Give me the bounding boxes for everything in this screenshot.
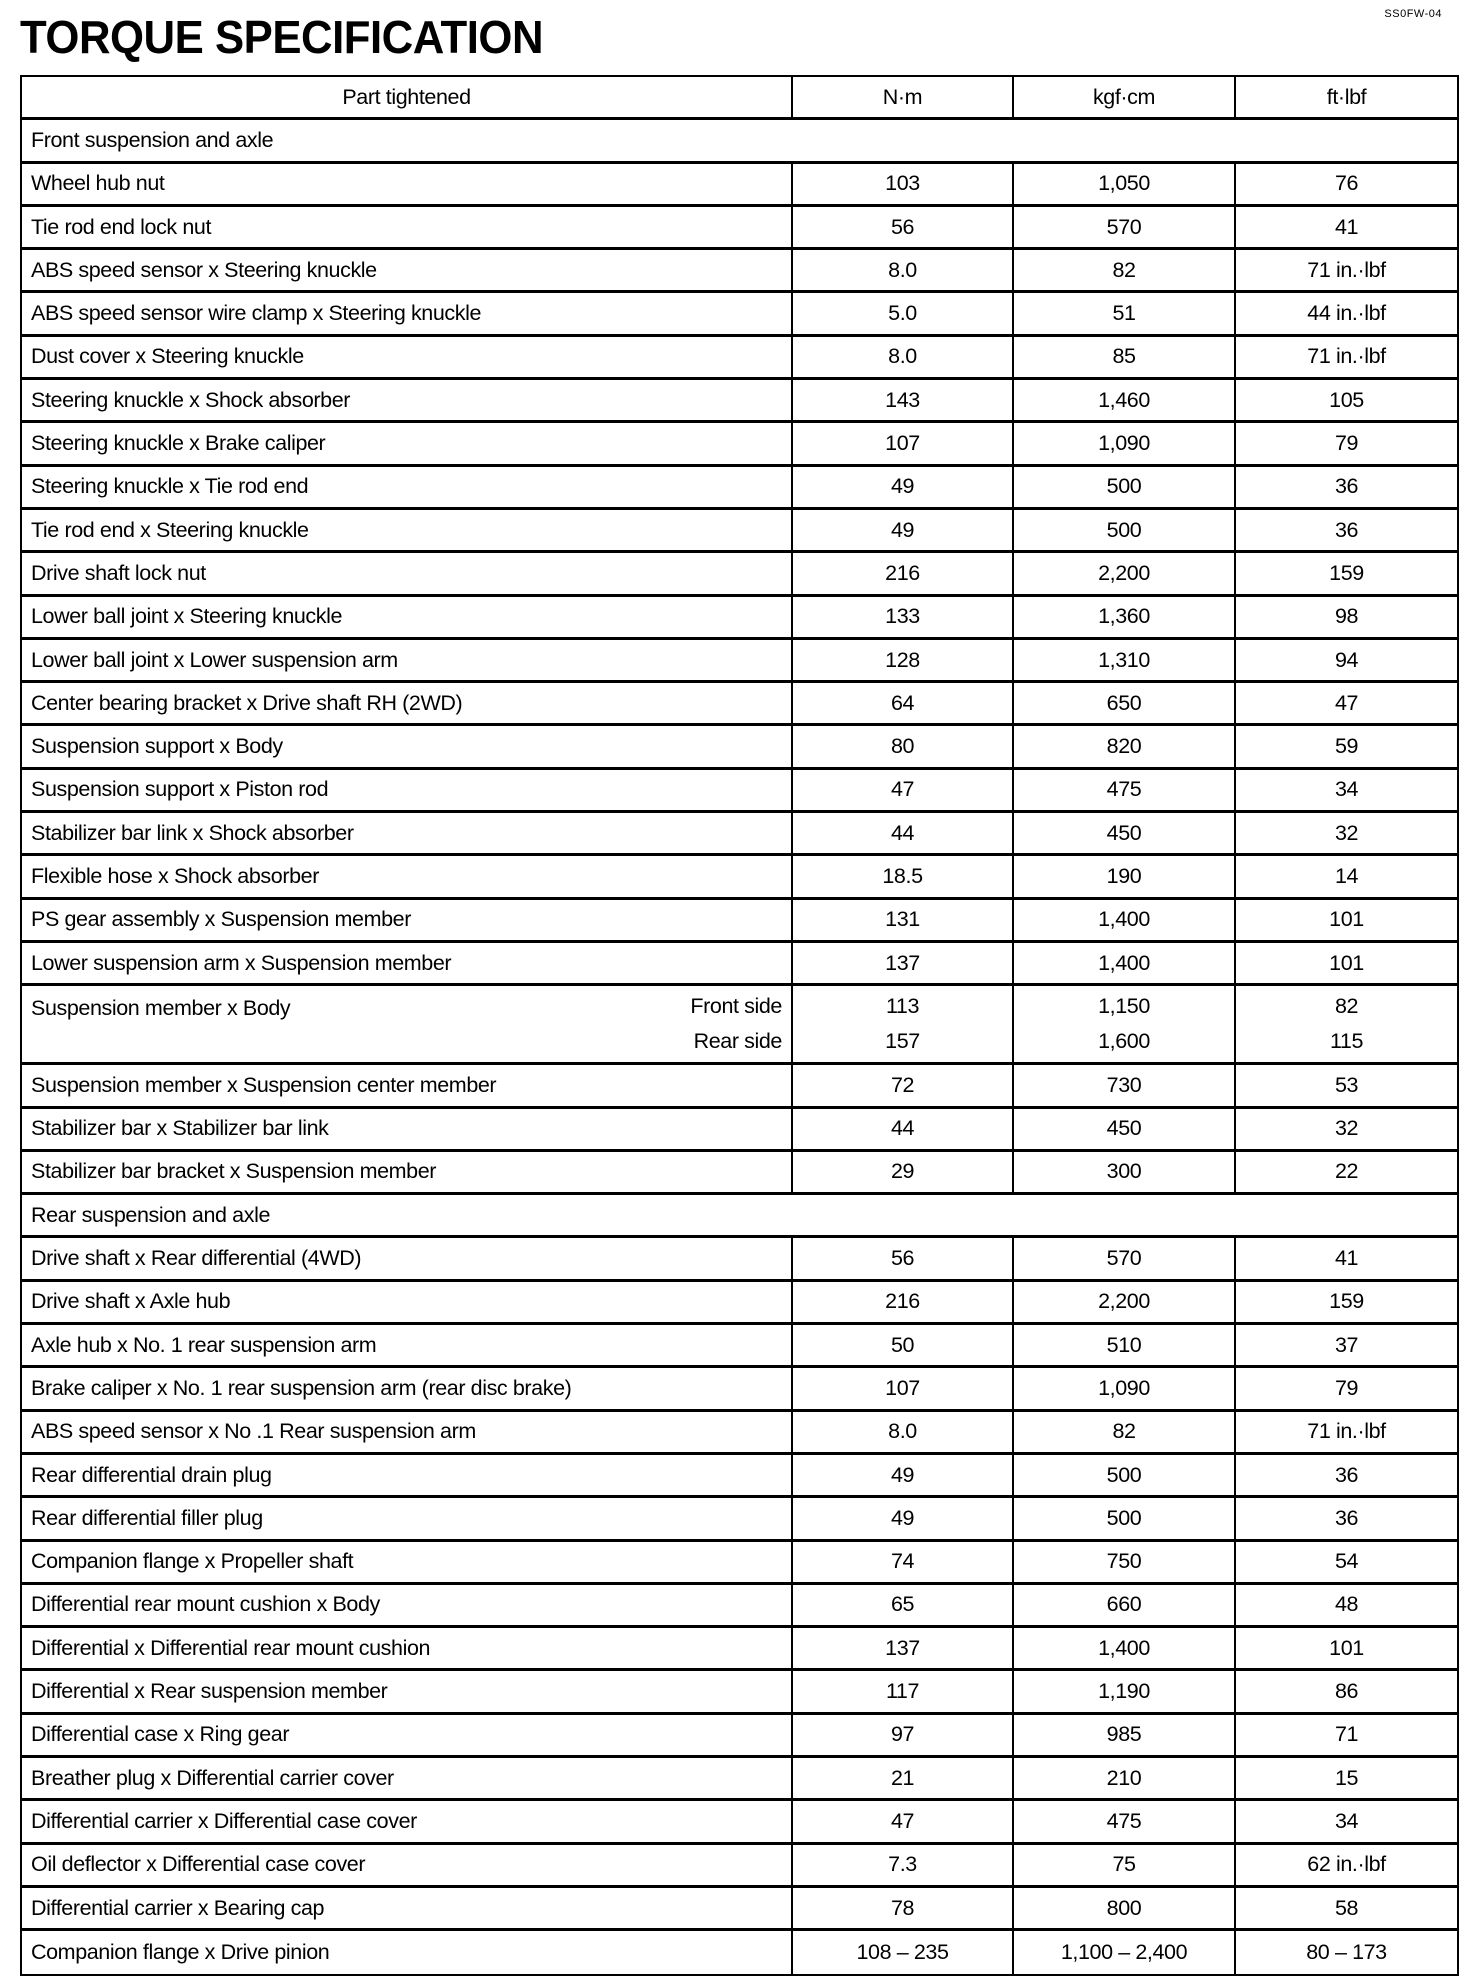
part-cell: Differential x Differential rear mount cushion bbox=[22, 1628, 793, 1668]
ftlbf-cell: 79 bbox=[1334, 1375, 1359, 1400]
header-kgfcm: kgf·cm bbox=[1014, 77, 1236, 117]
kgfcm-cell: 1,400 bbox=[1014, 1628, 1236, 1668]
ftlbf-cell: 53 bbox=[1334, 1072, 1359, 1097]
part-cell: Rear differential drain plug bbox=[22, 1455, 793, 1495]
nm-cell: 49 bbox=[793, 1455, 1014, 1495]
ftlbf-cell: 101 bbox=[1329, 950, 1364, 975]
document-code: SS0FW-04 bbox=[1384, 8, 1442, 20]
nm-cell: 50 bbox=[793, 1325, 1014, 1365]
table-header bbox=[22, 77, 1457, 120]
ftlbf-cell: 48 bbox=[1334, 1592, 1359, 1617]
kgfcm-cell: 1,310 bbox=[1014, 640, 1236, 680]
side-labels bbox=[690, 986, 782, 1062]
nm-cell: 78 bbox=[793, 1888, 1014, 1928]
table-row bbox=[22, 1109, 1457, 1152]
table-row bbox=[22, 726, 1457, 769]
part-cell: Rear differential filler plug bbox=[22, 1498, 793, 1538]
nm-value: 157 bbox=[885, 1029, 920, 1054]
header-ftlbf: ft·lbf bbox=[1326, 84, 1367, 109]
part-cell: Stabilizer bar bracket x Suspension member bbox=[22, 1152, 793, 1192]
ftlbf-cell: 159 bbox=[1329, 1289, 1364, 1314]
header-nm: N·m bbox=[793, 77, 1014, 117]
part-cell: Lower suspension arm x Suspension member bbox=[22, 943, 793, 983]
ftlbf-cell: 86 bbox=[1334, 1679, 1359, 1704]
table-row bbox=[22, 1325, 1457, 1368]
table-row bbox=[22, 553, 1457, 596]
kgfcm-cell: 750 bbox=[1014, 1542, 1236, 1582]
table-row bbox=[22, 1455, 1457, 1498]
table-row bbox=[22, 1152, 1457, 1195]
kgfcm-cell: 500 bbox=[1014, 467, 1236, 507]
kgfcm-cell: 1,090 bbox=[1014, 423, 1236, 463]
table-row bbox=[22, 1715, 1457, 1758]
part-cell: Tie rod end x Steering knuckle bbox=[22, 510, 793, 550]
kgfcm-cell: 190 bbox=[1014, 856, 1236, 896]
kgfcm-cell: 450 bbox=[1014, 813, 1236, 853]
table-row bbox=[22, 1282, 1457, 1325]
kgfcm-cell: 82 bbox=[1014, 250, 1236, 290]
ftlbf-cell: 101 bbox=[1329, 907, 1364, 932]
table-row bbox=[22, 510, 1457, 553]
kgfcm-cell: 1,400 bbox=[1014, 900, 1236, 940]
header-part: Part tightened bbox=[22, 77, 793, 117]
nm-cell: 72 bbox=[793, 1065, 1014, 1105]
ftlbf-cell: 105 bbox=[1329, 387, 1364, 412]
table-row bbox=[22, 943, 1457, 986]
ftlbf-cell: 15 bbox=[1334, 1765, 1359, 1790]
part-cell: Steering knuckle x Brake caliper bbox=[22, 423, 793, 463]
kgfcm-cell: 2,200 bbox=[1014, 553, 1236, 593]
nm-cell: 21 bbox=[793, 1758, 1014, 1798]
part-cell: Brake caliper x No. 1 rear suspension arm (rear disc brake) bbox=[22, 1368, 793, 1408]
torque-table bbox=[20, 75, 1459, 1976]
ftlbf-cell: 71 bbox=[1334, 1722, 1359, 1747]
table-row bbox=[22, 640, 1457, 683]
ftlbf-cell: 14 bbox=[1334, 863, 1359, 888]
part-cell: Differential x Rear suspension member bbox=[22, 1671, 793, 1711]
ftlbf-cell: 41 bbox=[1334, 1246, 1359, 1271]
nm-cell: 65 bbox=[793, 1585, 1014, 1625]
table-row bbox=[22, 467, 1457, 510]
nm-cell: 49 bbox=[793, 510, 1014, 550]
ftlbf-cell: 34 bbox=[1334, 1808, 1359, 1833]
ftlbf-cell: 22 bbox=[1334, 1159, 1359, 1184]
ftlbf-cell: 34 bbox=[1334, 777, 1359, 802]
kgfcm-cell: 475 bbox=[1014, 770, 1236, 810]
part-name: Suspension member x Body bbox=[31, 996, 291, 1021]
table-row bbox=[22, 986, 1457, 1065]
nm-cell: 47 bbox=[793, 770, 1014, 810]
part-cell: Suspension support x Piston rod bbox=[22, 770, 793, 810]
part-cell: ABS speed sensor x No .1 Rear suspension arm bbox=[22, 1412, 793, 1452]
nm-cell: 56 bbox=[793, 207, 1014, 247]
nm-cell: 8.0 bbox=[793, 250, 1014, 290]
nm-cell: 44 bbox=[793, 813, 1014, 853]
ftlbf-cell: 71 in.·lbf bbox=[1307, 1419, 1386, 1444]
ftlbf-cell: 54 bbox=[1334, 1549, 1359, 1574]
ftlbf-cell: 98 bbox=[1334, 604, 1359, 629]
ftlbf-cell bbox=[1236, 986, 1457, 1062]
nm-cell: 107 bbox=[793, 423, 1014, 463]
table-row bbox=[22, 293, 1457, 336]
part-cell: PS gear assembly x Suspension member bbox=[22, 900, 793, 940]
ftlbf-cell: 59 bbox=[1334, 734, 1359, 759]
kgfcm-cell: 800 bbox=[1014, 1888, 1236, 1928]
table-row bbox=[22, 1671, 1457, 1714]
kgfcm-cell: 730 bbox=[1014, 1065, 1236, 1105]
table-row bbox=[22, 597, 1457, 640]
nm-cell: 216 bbox=[793, 553, 1014, 593]
part-cell: Stabilizer bar x Stabilizer bar link bbox=[22, 1109, 793, 1149]
kgfcm-cell: 650 bbox=[1014, 683, 1236, 723]
table-row bbox=[22, 1888, 1457, 1931]
nm-cell: 80 bbox=[793, 726, 1014, 766]
nm-cell: 216 bbox=[793, 1282, 1014, 1322]
kgfcm-cell: 570 bbox=[1014, 1238, 1236, 1278]
nm-cell: 29 bbox=[793, 1152, 1014, 1192]
nm-cell: 44 bbox=[793, 1109, 1014, 1149]
part-cell: Companion flange x Drive pinion bbox=[22, 1931, 793, 1974]
part-cell: Suspension support x Body bbox=[22, 726, 793, 766]
table-row bbox=[22, 1628, 1457, 1671]
table-row bbox=[22, 683, 1457, 726]
section-header: Rear suspension and axle bbox=[22, 1195, 1457, 1238]
nm-cell: 137 bbox=[793, 1628, 1014, 1668]
nm-cell: 56 bbox=[793, 1238, 1014, 1278]
table-row bbox=[22, 1065, 1457, 1108]
kgfcm-cell: 450 bbox=[1014, 1109, 1236, 1149]
ftlbf-cell: 36 bbox=[1334, 474, 1359, 499]
nm-cell: 8.0 bbox=[793, 337, 1014, 377]
table-row bbox=[22, 900, 1457, 943]
table-row bbox=[22, 207, 1457, 250]
kgfcm-cell: 75 bbox=[1014, 1845, 1236, 1885]
nm-cell: 5.0 bbox=[793, 293, 1014, 333]
part-cell: Companion flange x Propeller shaft bbox=[22, 1542, 793, 1582]
kgfcm-cell bbox=[1014, 986, 1236, 1062]
part-cell: Breather plug x Differential carrier cover bbox=[22, 1758, 793, 1798]
kgfcm-cell: 500 bbox=[1014, 1455, 1236, 1495]
nm-cell: 128 bbox=[793, 640, 1014, 680]
table-row bbox=[22, 770, 1457, 813]
table-row bbox=[22, 250, 1457, 293]
kgfcm-cell: 82 bbox=[1014, 1412, 1236, 1452]
table-row bbox=[22, 423, 1457, 466]
ftlbf-cell: 101 bbox=[1329, 1635, 1364, 1660]
table-row bbox=[22, 1758, 1457, 1801]
kgfcm-cell: 1,360 bbox=[1014, 597, 1236, 637]
kgfcm-cell: 1,100 – 2,400 bbox=[1014, 1931, 1236, 1974]
nm-cell: 131 bbox=[793, 900, 1014, 940]
part-cell: Steering knuckle x Tie rod end bbox=[22, 467, 793, 507]
ftlbf-cell: 32 bbox=[1334, 1116, 1359, 1141]
kgfcm-cell: 85 bbox=[1014, 337, 1236, 377]
part-cell: Lower ball joint x Lower suspension arm bbox=[22, 640, 793, 680]
kgfcm-value: 1,150 bbox=[1098, 994, 1150, 1019]
nm-cell: 49 bbox=[793, 467, 1014, 507]
nm-cell bbox=[793, 986, 1014, 1062]
part-cell: Drive shaft x Rear differential (4WD) bbox=[22, 1238, 793, 1278]
nm-cell: 18.5 bbox=[793, 856, 1014, 896]
table-row bbox=[22, 380, 1457, 423]
ftlbf-cell: 36 bbox=[1334, 1462, 1359, 1487]
side-label: Rear side bbox=[693, 1029, 782, 1054]
nm-cell: 97 bbox=[793, 1715, 1014, 1755]
kgfcm-cell: 660 bbox=[1014, 1585, 1236, 1625]
nm-cell: 117 bbox=[793, 1671, 1014, 1711]
ftlbf-value: 82 bbox=[1334, 994, 1359, 1019]
ftlbf-cell: 36 bbox=[1334, 1505, 1359, 1530]
nm-cell: 64 bbox=[793, 683, 1014, 723]
part-cell: Differential carrier x Differential case cover bbox=[22, 1801, 793, 1841]
table-row bbox=[22, 337, 1457, 380]
nm-cell: 103 bbox=[793, 164, 1014, 204]
part-cell: ABS speed sensor wire clamp x Steering knuckle bbox=[22, 293, 793, 333]
ftlbf-cell: 76 bbox=[1334, 171, 1359, 196]
nm-cell: 108 – 235 bbox=[793, 1931, 1014, 1974]
kgfcm-cell: 51 bbox=[1014, 293, 1236, 333]
table-row bbox=[22, 1542, 1457, 1585]
kgfcm-cell: 500 bbox=[1014, 510, 1236, 550]
kgfcm-cell: 2,200 bbox=[1014, 1282, 1236, 1322]
part-cell bbox=[22, 986, 793, 1062]
table-row bbox=[22, 1412, 1457, 1455]
ftlbf-cell: 62 in.·lbf bbox=[1307, 1852, 1386, 1877]
ftlbf-cell: 94 bbox=[1334, 647, 1359, 672]
nm-cell: 133 bbox=[793, 597, 1014, 637]
table-row bbox=[22, 1585, 1457, 1628]
ftlbf-cell: 36 bbox=[1334, 517, 1359, 542]
ftlbf-cell: 159 bbox=[1329, 560, 1364, 585]
nm-cell: 74 bbox=[793, 1542, 1014, 1582]
ftlbf-cell: 71 in.·lbf bbox=[1307, 344, 1386, 369]
kgfcm-cell: 300 bbox=[1014, 1152, 1236, 1192]
nm-cell: 8.0 bbox=[793, 1412, 1014, 1452]
part-cell: Drive shaft lock nut bbox=[22, 553, 793, 593]
ftlbf-cell: 79 bbox=[1334, 431, 1359, 456]
part-cell: Steering knuckle x Shock absorber bbox=[22, 380, 793, 420]
nm-cell: 49 bbox=[793, 1498, 1014, 1538]
table-row bbox=[22, 1498, 1457, 1541]
part-cell: Tie rod end lock nut bbox=[22, 207, 793, 247]
section-header: Front suspension and axle bbox=[22, 120, 1457, 163]
ftlbf-cell: 37 bbox=[1334, 1332, 1359, 1357]
table-row bbox=[22, 1368, 1457, 1411]
nm-cell: 107 bbox=[793, 1368, 1014, 1408]
part-cell: Drive shaft x Axle hub bbox=[22, 1282, 793, 1322]
part-cell: Flexible hose x Shock absorber bbox=[22, 856, 793, 896]
ftlbf-cell: 80 – 173 bbox=[1306, 1940, 1387, 1965]
table-row bbox=[22, 1801, 1457, 1844]
side-label: Front side bbox=[690, 994, 782, 1019]
part-cell: Center bearing bracket x Drive shaft RH (2WD) bbox=[22, 683, 793, 723]
page-title: TORQUE SPECIFICATION bbox=[20, 11, 544, 63]
nm-cell: 7.3 bbox=[793, 1845, 1014, 1885]
table-row bbox=[22, 813, 1457, 856]
part-cell: Differential carrier x Bearing cap bbox=[22, 1888, 793, 1928]
ftlbf-cell: 41 bbox=[1334, 214, 1359, 239]
table-row bbox=[22, 164, 1457, 207]
part-cell: Differential rear mount cushion x Body bbox=[22, 1585, 793, 1625]
nm-value: 113 bbox=[885, 994, 920, 1019]
part-cell: Differential case x Ring gear bbox=[22, 1715, 793, 1755]
part-cell: Dust cover x Steering knuckle bbox=[22, 337, 793, 377]
kgfcm-cell: 820 bbox=[1014, 726, 1236, 766]
table-row bbox=[22, 856, 1457, 899]
kgfcm-cell: 570 bbox=[1014, 207, 1236, 247]
ftlbf-cell: 47 bbox=[1334, 690, 1359, 715]
kgfcm-cell: 985 bbox=[1014, 1715, 1236, 1755]
kgfcm-cell: 1,460 bbox=[1014, 380, 1236, 420]
kgfcm-cell: 500 bbox=[1014, 1498, 1236, 1538]
kgfcm-cell: 210 bbox=[1014, 1758, 1236, 1798]
kgfcm-value: 1,600 bbox=[1098, 1029, 1150, 1054]
kgfcm-cell: 1,400 bbox=[1014, 943, 1236, 983]
kgfcm-cell: 1,050 bbox=[1014, 164, 1236, 204]
part-cell: Suspension member x Suspension center member bbox=[22, 1065, 793, 1105]
nm-cell: 137 bbox=[793, 943, 1014, 983]
kgfcm-cell: 475 bbox=[1014, 1801, 1236, 1841]
table-row bbox=[22, 1845, 1457, 1888]
part-cell: Oil deflector x Differential case cover bbox=[22, 1845, 793, 1885]
part-cell: Stabilizer bar link x Shock absorber bbox=[22, 813, 793, 853]
part-cell: Axle hub x No. 1 rear suspension arm bbox=[22, 1325, 793, 1365]
ftlbf-cell: 44 in.·lbf bbox=[1307, 301, 1386, 326]
table-row bbox=[22, 1238, 1457, 1281]
kgfcm-cell: 1,190 bbox=[1014, 1671, 1236, 1711]
ftlbf-cell: 58 bbox=[1334, 1895, 1359, 1920]
ftlbf-cell: 32 bbox=[1334, 820, 1359, 845]
part-cell: ABS speed sensor x Steering knuckle bbox=[22, 250, 793, 290]
ftlbf-cell: 71 in.·lbf bbox=[1307, 257, 1386, 282]
kgfcm-cell: 510 bbox=[1014, 1325, 1236, 1365]
part-cell: Wheel hub nut bbox=[22, 164, 793, 204]
nm-cell: 143 bbox=[793, 380, 1014, 420]
nm-cell: 47 bbox=[793, 1801, 1014, 1841]
part-cell: Lower ball joint x Steering knuckle bbox=[22, 597, 793, 637]
kgfcm-cell: 1,090 bbox=[1014, 1368, 1236, 1408]
table-row bbox=[22, 1931, 1457, 1974]
ftlbf-value: 115 bbox=[1329, 1029, 1364, 1054]
